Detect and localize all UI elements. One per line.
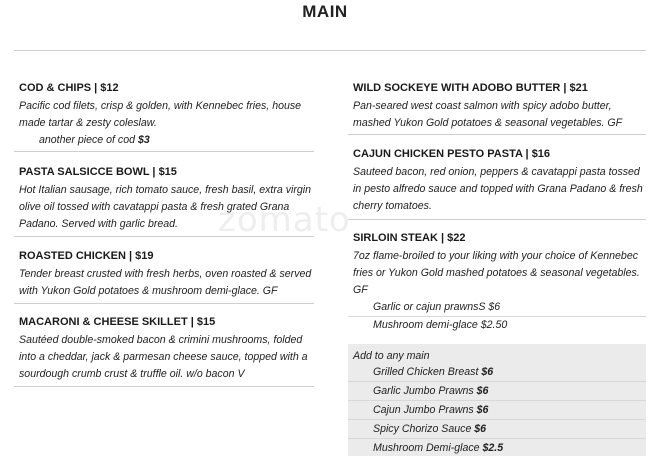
item-description: 7oz flame-broiled to your liking with your choice of Kennebec fries or Yukon Gold mashed potatoes & seasonal vegetables. GF — [353, 250, 640, 296]
item-name: PASTA SALSICCE BOWL | $15 — [19, 166, 177, 178]
menu-item-wild-sockeye — [348, 81, 646, 132]
addon-label: Mushroom Demi-glace — [373, 442, 483, 454]
addon-item — [348, 401, 646, 420]
item-description: Pacific cod filets, crisp & golden, with Kennebec fries, house made tartar & zesty coleslaw. — [19, 100, 302, 129]
extra-label: another piece of cod — [39, 134, 138, 146]
item-name: COD & CHIPS | $12 — [19, 82, 119, 94]
addon-label: Spicy Chorizo Sauce — [373, 423, 475, 435]
addon-price: $2.5 — [482, 442, 504, 454]
item-name: MACARONI & CHEESE SKILLET | $15 — [19, 316, 216, 328]
addon-price: $6 — [474, 423, 487, 435]
page-title: MAIN — [302, 2, 348, 21]
item-description: Sautéed double-smoked bacon & crimini mushrooms, folded into a cheddar, jack & parmesan cheese sauce, topped with a sourdough crumb crust & truffle oil. w/o bacon V — [19, 334, 308, 380]
menu-item-mac-cheese — [14, 315, 314, 383]
addon-item — [348, 382, 646, 401]
watermark: zomato — [218, 200, 351, 240]
addon-panel — [348, 344, 646, 456]
addon-label: Garlic Jumbo Prawns — [373, 385, 477, 397]
menu-item-cod-chips — [14, 81, 314, 149]
header-divider — [14, 50, 646, 51]
item-description: Tender breast crusted with fresh herbs, oven roasted & served with Yukon Gold potatoes & mushroom demi-glace. GF — [19, 268, 312, 297]
item-description: Pan-seared west coast salmon with spicy adobo butter, mashed Yukon Gold potatoes & seasonal vegetables. GF — [353, 100, 623, 129]
item-name: WILD SOCKEYE WITH ADOBO BUTTER | $21 — [353, 82, 588, 94]
item-description: Sauteed bacon, red onion, peppers & cavatappi pasta tossed in pesto alfredo sauce and topped with Grana Padano & fresh cherry tomatoes. — [353, 166, 643, 212]
addon-price: $6 — [476, 385, 489, 397]
item-divider — [14, 236, 314, 237]
item-divider — [14, 303, 314, 304]
addon-item — [348, 439, 646, 457]
item-divider — [14, 151, 314, 152]
item-description: Hot Italian sausage, rich tomato sauce, fresh basil, extra virgin olive oil tossed with cavatappi pasta & fresh grated Grana Padano. Served with garlic bread. — [19, 184, 312, 230]
menu-item-sirloin-steak — [348, 231, 646, 334]
menu-item-pasta-salsicce — [14, 165, 314, 233]
extra-price: $3 — [137, 134, 150, 146]
addon-price: $6 — [476, 404, 489, 416]
item-extra — [14, 132, 314, 149]
item-extra: Mushroom demi-glace $2.50 — [373, 319, 508, 331]
menu-item-roasted-chicken — [14, 249, 314, 300]
addon-item — [348, 420, 646, 439]
addon-item — [348, 363, 646, 382]
item-name: ROASTED CHICKEN | $19 — [19, 250, 154, 262]
addon-label: Cajun Jumbo Prawns — [373, 404, 477, 416]
item-divider — [348, 134, 646, 135]
addon-price: $6 — [481, 366, 494, 378]
item-divider — [14, 386, 314, 387]
addon-label: Grilled Chicken Breast — [373, 366, 482, 378]
addon-title: Add to any main — [353, 350, 430, 362]
item-name: SIRLOIN STEAK | $22 — [353, 232, 466, 244]
item-name: CAJUN CHICKEN PESTO PASTA | $16 — [353, 148, 551, 160]
item-extra: Garlic or cajun prawnsS $6 — [348, 299, 646, 317]
menu-item-cajun-pesto — [348, 147, 646, 215]
item-divider — [348, 219, 646, 220]
